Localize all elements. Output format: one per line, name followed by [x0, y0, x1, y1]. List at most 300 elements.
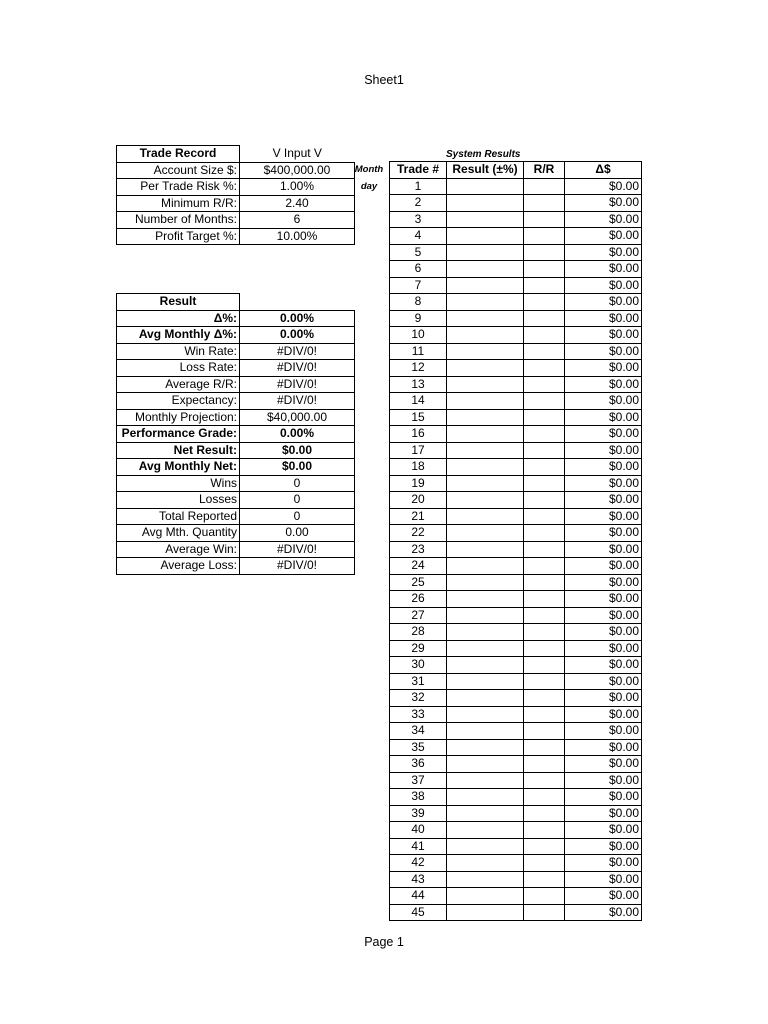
- result-row: [117, 376, 355, 393]
- trade-delta-cell: $0.00: [565, 525, 642, 542]
- trade-delta-cell: $0.00: [565, 426, 642, 443]
- trade-row: [390, 327, 642, 344]
- trade-delta-cell: $0.00: [565, 888, 642, 905]
- trade-number-cell: 2: [390, 195, 447, 212]
- result-label: Expectancy:: [117, 393, 240, 410]
- trade-result-input-cell[interactable]: [447, 805, 524, 822]
- trade-delta-cell: $0.00: [565, 624, 642, 641]
- trade-number-cell: 22: [390, 525, 447, 542]
- trade-delta-cell: $0.00: [565, 591, 642, 608]
- result-row: [117, 459, 355, 476]
- trade-result-input-cell[interactable]: [447, 756, 524, 773]
- result-row: [117, 541, 355, 558]
- col-rr: R/R: [524, 162, 565, 179]
- trade-record-label: Profit Target %:: [117, 228, 240, 245]
- trade-rr-input-cell[interactable]: [524, 360, 565, 377]
- trade-result-input-cell[interactable]: [447, 393, 524, 410]
- trade-delta-cell: $0.00: [565, 261, 642, 278]
- trade-delta-cell: $0.00: [565, 343, 642, 360]
- trade-delta-cell: $0.00: [565, 294, 642, 311]
- result-label: Avg Monthly Net:: [117, 459, 240, 476]
- result-value: #DIV/0!: [240, 541, 355, 558]
- result-row: [117, 525, 355, 542]
- trade-number-cell: 27: [390, 607, 447, 624]
- trade-number-cell: 32: [390, 690, 447, 707]
- trade-record-input-cell[interactable]: 1.00%: [240, 179, 355, 196]
- trade-row: [390, 343, 642, 360]
- trade-result-input-cell[interactable]: [447, 211, 524, 228]
- trade-result-input-cell[interactable]: [447, 426, 524, 443]
- result-row: [117, 393, 355, 410]
- trade-result-input-cell[interactable]: [447, 657, 524, 674]
- trade-row: [390, 673, 642, 690]
- trade-row: [390, 640, 642, 657]
- trade-number-cell: 11: [390, 343, 447, 360]
- trade-record-input-cell[interactable]: 2.40: [240, 195, 355, 212]
- page-footer: Page 1: [364, 935, 404, 949]
- trade-row: [390, 525, 642, 542]
- trade-number-cell: 28: [390, 624, 447, 641]
- trade-row: [390, 244, 642, 261]
- trade-rr-input-cell[interactable]: [524, 838, 565, 855]
- trade-number-cell: 21: [390, 508, 447, 525]
- page-header-title: Sheet1: [364, 73, 404, 87]
- trade-delta-cell: $0.00: [565, 855, 642, 872]
- result-title: Result: [117, 294, 240, 311]
- trade-result-input-cell[interactable]: [447, 360, 524, 377]
- trade-result-input-cell[interactable]: [447, 706, 524, 723]
- trade-row: [390, 178, 642, 195]
- result-row: [117, 360, 355, 377]
- trade-rr-input-cell[interactable]: [524, 327, 565, 344]
- trade-result-input-cell[interactable]: [447, 558, 524, 575]
- trade-delta-cell: $0.00: [565, 310, 642, 327]
- trade-rr-input-cell[interactable]: [524, 739, 565, 756]
- trade-number-cell: 15: [390, 409, 447, 426]
- trade-number-cell: 13: [390, 376, 447, 393]
- result-label: Average Loss:: [117, 558, 240, 575]
- trade-rr-input-cell[interactable]: [524, 442, 565, 459]
- trade-rr-input-cell[interactable]: [524, 541, 565, 558]
- trade-number-cell: 4: [390, 228, 447, 245]
- result-row: [117, 558, 355, 575]
- trade-result-input-cell[interactable]: [447, 409, 524, 426]
- trade-rr-input-cell[interactable]: [524, 690, 565, 707]
- trade-delta-cell: $0.00: [565, 673, 642, 690]
- result-label: Average R/R:: [117, 376, 240, 393]
- result-row: [117, 442, 355, 459]
- result-value: 0: [240, 492, 355, 509]
- result-label: Total Reported: [117, 508, 240, 525]
- trade-row: [390, 393, 642, 410]
- trade-result-input-cell[interactable]: [447, 310, 524, 327]
- trade-result-input-cell[interactable]: [447, 459, 524, 476]
- trade-rr-input-cell[interactable]: [524, 871, 565, 888]
- trade-delta-cell: $0.00: [565, 228, 642, 245]
- trade-result-input-cell[interactable]: [447, 475, 524, 492]
- trade-rr-input-cell[interactable]: [524, 558, 565, 575]
- trade-rr-input-cell[interactable]: [524, 211, 565, 228]
- trade-result-input-cell[interactable]: [447, 541, 524, 558]
- trade-result-input-cell[interactable]: [447, 228, 524, 245]
- trade-number-cell: 20: [390, 492, 447, 509]
- result-row: [117, 508, 355, 525]
- trade-result-input-cell[interactable]: [447, 690, 524, 707]
- trade-number-cell: 18: [390, 459, 447, 476]
- trade-record-header-row: [117, 146, 355, 163]
- trade-rr-input-cell[interactable]: [524, 195, 565, 212]
- trade-result-input-cell[interactable]: [447, 772, 524, 789]
- result-label: Losses: [117, 492, 240, 509]
- trade-row: [390, 211, 642, 228]
- trade-row: [390, 459, 642, 476]
- result-label: Performance Grade:: [117, 426, 240, 443]
- result-value: $0.00: [240, 442, 355, 459]
- trade-delta-cell: $0.00: [565, 393, 642, 410]
- trade-number-cell: 10: [390, 327, 447, 344]
- month-label: Month: [354, 164, 384, 175]
- trade-delta-cell: $0.00: [565, 657, 642, 674]
- result-row: [117, 492, 355, 509]
- result-value: #DIV/0!: [240, 393, 355, 410]
- trade-number-cell: 17: [390, 442, 447, 459]
- trade-delta-cell: $0.00: [565, 739, 642, 756]
- result-value: 0.00: [240, 525, 355, 542]
- trade-row: [390, 706, 642, 723]
- result-label: Avg Monthly Δ%:: [117, 327, 240, 344]
- trade-result-input-cell[interactable]: [447, 277, 524, 294]
- trade-row: [390, 871, 642, 888]
- trade-row: [390, 294, 642, 311]
- trade-delta-cell: $0.00: [565, 409, 642, 426]
- trade-number-cell: 44: [390, 888, 447, 905]
- trade-result-input-cell[interactable]: [447, 888, 524, 905]
- trade-row: [390, 475, 642, 492]
- trade-delta-cell: $0.00: [565, 492, 642, 509]
- trade-record-label: Number of Months:: [117, 212, 240, 229]
- trade-record-row: [117, 179, 355, 196]
- trade-result-input-cell[interactable]: [447, 607, 524, 624]
- trade-row: [390, 541, 642, 558]
- result-label: Δ%:: [117, 310, 240, 327]
- result-value: #DIV/0!: [240, 376, 355, 393]
- trade-row: [390, 195, 642, 212]
- result-row: [117, 475, 355, 492]
- trade-row: [390, 442, 642, 459]
- trade-delta-cell: $0.00: [565, 376, 642, 393]
- result-value: 0: [240, 475, 355, 492]
- system-results-header-row: [390, 162, 642, 179]
- trade-record-input-cell[interactable]: 6: [240, 212, 355, 229]
- trade-record-label: Minimum R/R:: [117, 195, 240, 212]
- trade-result-input-cell[interactable]: [447, 673, 524, 690]
- result-row: [117, 327, 355, 344]
- trade-delta-cell: $0.00: [565, 640, 642, 657]
- trade-result-input-cell[interactable]: [447, 624, 524, 641]
- trade-rr-input-cell[interactable]: [524, 640, 565, 657]
- trade-number-cell: 16: [390, 426, 447, 443]
- trade-rr-input-cell[interactable]: [524, 822, 565, 839]
- trade-rr-input-cell[interactable]: [524, 393, 565, 410]
- result-row: [117, 426, 355, 443]
- trade-rr-input-cell[interactable]: [524, 426, 565, 443]
- trade-delta-cell: $0.00: [565, 756, 642, 773]
- trade-rr-input-cell[interactable]: [524, 772, 565, 789]
- result-value: 0.00%: [240, 426, 355, 443]
- result-header-row: [117, 294, 355, 311]
- trade-rr-input-cell[interactable]: [524, 855, 565, 872]
- trade-rr-input-cell[interactable]: [524, 475, 565, 492]
- trade-delta-cell: $0.00: [565, 475, 642, 492]
- trade-row: [390, 624, 642, 641]
- trade-number-cell: 8: [390, 294, 447, 311]
- trade-delta-cell: $0.00: [565, 904, 642, 921]
- trade-rr-input-cell[interactable]: [524, 508, 565, 525]
- result-label: Loss Rate:: [117, 360, 240, 377]
- trade-record-input-cell[interactable]: 10.00%: [240, 228, 355, 245]
- trade-number-cell: 33: [390, 706, 447, 723]
- trade-rr-input-cell[interactable]: [524, 376, 565, 393]
- trade-result-input-cell[interactable]: [447, 195, 524, 212]
- trade-record-title: Trade Record: [117, 146, 240, 163]
- result-value: 0: [240, 508, 355, 525]
- trade-rr-input-cell[interactable]: [524, 607, 565, 624]
- trade-row: [390, 558, 642, 575]
- trade-number-cell: 5: [390, 244, 447, 261]
- system-results-title: System Results: [446, 149, 521, 160]
- trade-row: [390, 904, 642, 921]
- trade-delta-cell: $0.00: [565, 607, 642, 624]
- trade-row: [390, 838, 642, 855]
- trade-delta-cell: $0.00: [565, 772, 642, 789]
- trade-rr-input-cell[interactable]: [524, 805, 565, 822]
- trade-record-row: [117, 195, 355, 212]
- trade-number-cell: 37: [390, 772, 447, 789]
- result-row: [117, 310, 355, 327]
- trade-delta-cell: $0.00: [565, 558, 642, 575]
- trade-result-input-cell[interactable]: [447, 855, 524, 872]
- trade-row: [390, 805, 642, 822]
- trade-delta-cell: $0.00: [565, 508, 642, 525]
- trade-rr-input-cell[interactable]: [524, 343, 565, 360]
- trade-delta-cell: $0.00: [565, 690, 642, 707]
- trade-rr-input-cell[interactable]: [524, 904, 565, 921]
- trade-rr-input-cell[interactable]: [524, 888, 565, 905]
- trade-result-input-cell[interactable]: [447, 838, 524, 855]
- trade-rr-input-cell[interactable]: [524, 178, 565, 195]
- trade-rr-input-cell[interactable]: [524, 591, 565, 608]
- trade-rr-input-cell[interactable]: [524, 294, 565, 311]
- trade-result-input-cell[interactable]: [447, 723, 524, 740]
- trade-result-input-cell[interactable]: [447, 508, 524, 525]
- trade-delta-cell: $0.00: [565, 822, 642, 839]
- trade-row: [390, 657, 642, 674]
- trade-rr-input-cell[interactable]: [524, 244, 565, 261]
- trade-number-cell: 40: [390, 822, 447, 839]
- trade-record-row: [117, 212, 355, 229]
- trade-number-cell: 34: [390, 723, 447, 740]
- result-row: [117, 343, 355, 360]
- trade-record-label: Per Trade Risk %:: [117, 179, 240, 196]
- trade-record-label: Account Size $:: [117, 162, 240, 179]
- result-label: Net Result:: [117, 442, 240, 459]
- trade-result-input-cell[interactable]: [447, 376, 524, 393]
- result-table: [116, 293, 355, 575]
- trade-result-input-cell[interactable]: [447, 591, 524, 608]
- result-value: #DIV/0!: [240, 360, 355, 377]
- trade-number-cell: 43: [390, 871, 447, 888]
- trade-number-cell: 9: [390, 310, 447, 327]
- trade-row: [390, 723, 642, 740]
- trade-delta-cell: $0.00: [565, 244, 642, 261]
- trade-number-cell: 7: [390, 277, 447, 294]
- trade-number-cell: 45: [390, 904, 447, 921]
- col-delta-dollar: Δ$: [565, 162, 642, 179]
- trade-number-cell: 35: [390, 739, 447, 756]
- result-value: #DIV/0!: [240, 343, 355, 360]
- trade-rr-input-cell[interactable]: [524, 756, 565, 773]
- result-value: 0.00%: [240, 310, 355, 327]
- trade-rr-input-cell[interactable]: [524, 277, 565, 294]
- result-label: Avg Mth. Quantity: [117, 525, 240, 542]
- trade-delta-cell: $0.00: [565, 277, 642, 294]
- trade-rr-input-cell[interactable]: [524, 706, 565, 723]
- trade-rr-input-cell[interactable]: [524, 525, 565, 542]
- trade-row: [390, 277, 642, 294]
- trade-record-table: [116, 145, 355, 245]
- trade-result-input-cell[interactable]: [447, 343, 524, 360]
- trade-delta-cell: $0.00: [565, 178, 642, 195]
- trade-result-input-cell[interactable]: [447, 261, 524, 278]
- trade-rr-input-cell[interactable]: [524, 228, 565, 245]
- trade-delta-cell: $0.00: [565, 195, 642, 212]
- trade-number-cell: 3: [390, 211, 447, 228]
- trade-delta-cell: $0.00: [565, 211, 642, 228]
- trade-row: [390, 574, 642, 591]
- result-label: Win Rate:: [117, 343, 240, 360]
- result-label: Wins: [117, 475, 240, 492]
- trade-row: [390, 690, 642, 707]
- trade-number-cell: 29: [390, 640, 447, 657]
- trade-result-input-cell[interactable]: [447, 327, 524, 344]
- trade-row: [390, 492, 642, 509]
- trade-number-cell: 42: [390, 855, 447, 872]
- trade-rr-input-cell[interactable]: [524, 624, 565, 641]
- trade-delta-cell: $0.00: [565, 838, 642, 855]
- trade-delta-cell: $0.00: [565, 789, 642, 806]
- result-value: 0.00%: [240, 327, 355, 344]
- trade-row: [390, 376, 642, 393]
- trade-row: [390, 426, 642, 443]
- trade-row: [390, 855, 642, 872]
- trade-result-input-cell[interactable]: [447, 442, 524, 459]
- trade-number-cell: 1: [390, 178, 447, 195]
- trade-rr-input-cell[interactable]: [524, 723, 565, 740]
- trade-rr-input-cell[interactable]: [524, 657, 565, 674]
- trade-rr-input-cell[interactable]: [524, 789, 565, 806]
- trade-result-input-cell[interactable]: [447, 244, 524, 261]
- trade-rr-input-cell[interactable]: [524, 310, 565, 327]
- trade-row: [390, 310, 642, 327]
- trade-result-input-cell[interactable]: [447, 574, 524, 591]
- col-result-percent: Result (±%): [447, 162, 524, 179]
- trade-rr-input-cell[interactable]: [524, 574, 565, 591]
- trade-result-input-cell[interactable]: [447, 178, 524, 195]
- trade-result-input-cell[interactable]: [447, 294, 524, 311]
- trade-number-cell: 24: [390, 558, 447, 575]
- trade-row: [390, 756, 642, 773]
- trade-result-input-cell[interactable]: [447, 492, 524, 509]
- trade-delta-cell: $0.00: [565, 541, 642, 558]
- trade-result-input-cell[interactable]: [447, 739, 524, 756]
- trade-delta-cell: $0.00: [565, 805, 642, 822]
- trade-row: [390, 591, 642, 608]
- trade-result-input-cell[interactable]: [447, 904, 524, 921]
- result-label: Monthly Projection:: [117, 409, 240, 426]
- trade-delta-cell: $0.00: [565, 327, 642, 344]
- trade-record-row: [117, 228, 355, 245]
- trade-number-cell: 26: [390, 591, 447, 608]
- trade-number-cell: 39: [390, 805, 447, 822]
- trade-number-cell: 38: [390, 789, 447, 806]
- trade-number-cell: 30: [390, 657, 447, 674]
- trade-row: [390, 360, 642, 377]
- result-row: [117, 409, 355, 426]
- trade-delta-cell: $0.00: [565, 723, 642, 740]
- col-trade-number: Trade #: [390, 162, 447, 179]
- result-header-blank: [240, 294, 355, 311]
- trade-delta-cell: $0.00: [565, 442, 642, 459]
- trade-number-cell: 23: [390, 541, 447, 558]
- trade-row: [390, 739, 642, 756]
- trade-rr-input-cell[interactable]: [524, 673, 565, 690]
- trade-number-cell: 25: [390, 574, 447, 591]
- trade-result-input-cell[interactable]: [447, 525, 524, 542]
- trade-result-input-cell[interactable]: [447, 822, 524, 839]
- trade-row: [390, 261, 642, 278]
- trade-row: [390, 772, 642, 789]
- day-label: day: [360, 181, 378, 192]
- trade-result-input-cell[interactable]: [447, 871, 524, 888]
- result-label: Average Win:: [117, 541, 240, 558]
- trade-delta-cell: $0.00: [565, 871, 642, 888]
- trade-rr-input-cell[interactable]: [524, 492, 565, 509]
- trade-record-input-cell[interactable]: $400,000.00: [240, 162, 355, 179]
- trade-row: [390, 607, 642, 624]
- trade-record-row: [117, 162, 355, 179]
- trade-number-cell: 12: [390, 360, 447, 377]
- trade-number-cell: 36: [390, 756, 447, 773]
- trade-delta-cell: $0.00: [565, 459, 642, 476]
- trade-number-cell: 41: [390, 838, 447, 855]
- trade-row: [390, 409, 642, 426]
- trade-row: [390, 508, 642, 525]
- trade-delta-cell: $0.00: [565, 706, 642, 723]
- trade-number-cell: 19: [390, 475, 447, 492]
- trade-rr-input-cell[interactable]: [524, 261, 565, 278]
- result-value: #DIV/0!: [240, 558, 355, 575]
- trade-row: [390, 789, 642, 806]
- trade-rr-input-cell[interactable]: [524, 459, 565, 476]
- result-value: $0.00: [240, 459, 355, 476]
- trade-number-cell: 6: [390, 261, 447, 278]
- trade-row: [390, 888, 642, 905]
- trade-rr-input-cell[interactable]: [524, 409, 565, 426]
- trade-result-input-cell[interactable]: [447, 640, 524, 657]
- trade-result-input-cell[interactable]: [447, 789, 524, 806]
- trade-number-cell: 31: [390, 673, 447, 690]
- trade-row: [390, 228, 642, 245]
